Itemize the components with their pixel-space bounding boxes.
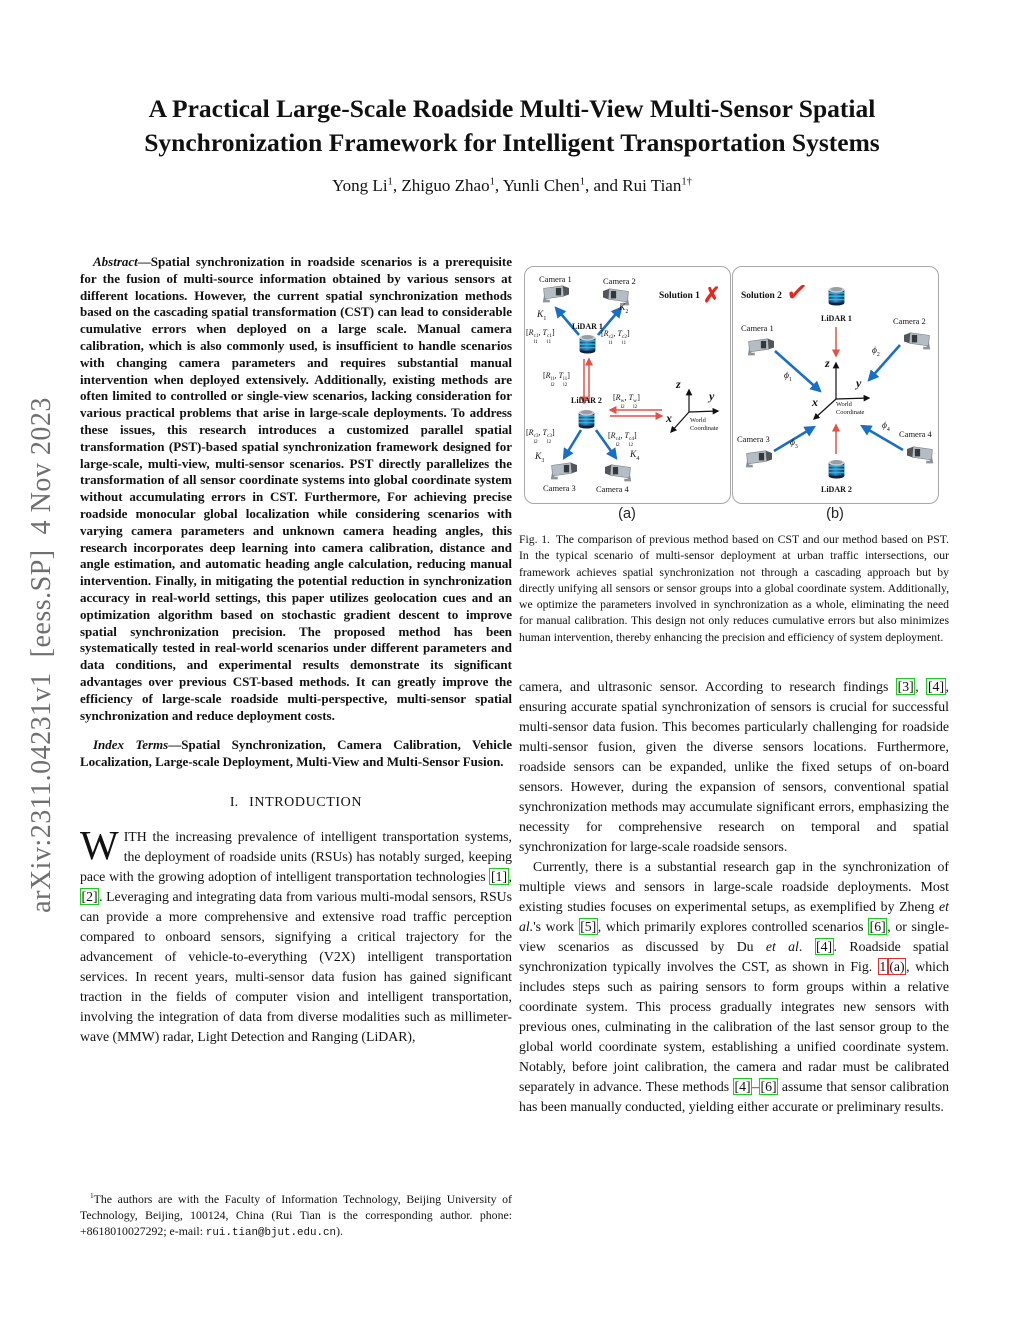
section-heading-introduction xyxy=(80,795,512,811)
k3-label: $K_3$ xyxy=(535,452,545,464)
math-supsub: c2 l1 xyxy=(608,334,614,346)
camera-icon xyxy=(906,445,936,471)
blue-extrinsic-arrows xyxy=(774,345,903,451)
lidar2-label: LiDAR 2 xyxy=(821,485,852,494)
lidar2-label: LiDAR 2 xyxy=(571,396,602,405)
paper-title: A Practical Large-Scale Roadside Multi-View Multi-Sensor Spatial Synchronization Framework for Intelligent Transportation Systems xyxy=(144,94,880,157)
phi3-label: $\phi_3$ xyxy=(790,438,798,450)
citation-link[interactable]: [1] xyxy=(490,868,508,884)
transform-l1-c1-label: [R c1 l1 , T c1 l1 ] xyxy=(526,328,555,345)
axis-y-label: y xyxy=(709,389,715,403)
citation-link[interactable]: [6] xyxy=(760,1079,777,1095)
camera2-label: Camera 2 xyxy=(893,316,926,326)
axis-z-label: z xyxy=(825,356,830,370)
camera2-label: Camera 2 xyxy=(603,276,636,286)
axis-x-label: x xyxy=(812,395,818,409)
citation-link[interactable]: [6] xyxy=(869,919,886,935)
camera1-label: Camera 1 xyxy=(539,274,572,284)
citation-link[interactable]: [4] xyxy=(927,679,945,695)
transform-l2-c3-label: [R c3 l2 , T c3 l2 ] xyxy=(526,428,555,445)
figure-1-caption: Fig. 1. The comparison of previous method based on CST and our method based on PST. In the typical scenario of multi-sensor deployment at urban traffic intersections, our framework achieves spatial synchronization not through a cascading approach but by directly unifying all sensors or sensor groups into a global coordinate system. Additionally, we optimize the parameters involved in synchronization as a whole, eliminating the need for manual calibration. This design not only reduces cumulative errors but also minimizes human intervention, thereby enhancing the precision and efficiency of system deployment. xyxy=(519,533,950,644)
citation-link[interactable]: [2] xyxy=(81,888,98,904)
figure-ref-link[interactable]: (a) xyxy=(889,959,905,975)
math-supsub: l1 l2 xyxy=(550,376,555,388)
figure-ref-link[interactable]: 1 xyxy=(879,959,887,975)
lidar-icon xyxy=(577,406,596,434)
math-supsub: c4 l2 xyxy=(629,436,634,448)
camera-icon xyxy=(540,284,570,310)
lidar1-label: LiDAR 1 xyxy=(572,322,603,331)
k4-label: $K_4$ xyxy=(630,450,640,462)
phi2-label: $\phi_2$ xyxy=(872,346,880,358)
index-terms: Index Terms—Spatial Synchronization, Camera Calibration, Vehicle Localization, Large-scale Deployment, Multi-View and Multi-Sensor Fusion. xyxy=(80,737,512,770)
transform-l2-c4-label: [R c4 l2 , T c4 l2 ] xyxy=(608,431,637,448)
column2-paragraph-2: Currently, there is a substantial research gap in the synchronization of multiple views and sensors in large-scale roadside deployments. Most existing studies focuses on experimental setups, as exemplified by Zheng et al.'s work [5] , which primarily explores controlled scenarios [6] , or single-view scenarios as discussed by Du et al. [4] . Roadside spatial synchronization typically involves the CST, as shown in Fig. 1 (a) , which includes steps such as pairing sensors to form groups within a relative coordinate system. This process gradually integrates new sensors with previous ones, culminating in the calibration of the last sensor group to the global world coordinate system, establishing a unified coordinate system. Notably, before joint calibration, the camera and radar must be calibrated separately in advance. These methods [4] – [6] assume that sensor calibration has been manually conducted, yielding either accurate or preliminary results. xyxy=(519,859,950,1115)
solution2-label: Solution 2 xyxy=(741,291,782,301)
column2-paragraph-1: camera, and ultrasonic sensor. According to research findings [3] , [4] , ensuring accurate spatial synchronization of sensors is crucial for successful multi-sensor data fusion. This becomes particularly challenging for roadside multi-sensor fusion, given the diverse sensors locations. Furthermore, roadside sensors can be expanded, unlike the fixed setups of on-board sensors. However, during the expansion of sensors, conventional spatial synchronization methods may accumulate significant errors, emphasizing the necessity for comprehensive research on temporal and spatial synchronization for large-scale roadside sensors. xyxy=(519,679,949,855)
k2-label: $K_2$ xyxy=(619,303,629,315)
math-supsub: c3 l2 xyxy=(547,433,552,445)
camera1-label: Camera 1 xyxy=(741,323,774,333)
citation-link[interactable]: [3] xyxy=(897,679,914,695)
panel-a-sublabel: (a) xyxy=(618,506,636,522)
transform-l1-c2-label: [R c2 l1 , T c2 l1 ] xyxy=(601,329,630,346)
camera-icon xyxy=(903,331,933,357)
camera3-label: Camera 3 xyxy=(543,483,576,493)
camera4-label: Camera 4 xyxy=(899,429,932,439)
citation-link[interactable]: [5] xyxy=(580,919,597,935)
math-supsub: c4 l2 xyxy=(615,436,621,448)
right-column xyxy=(519,264,949,1117)
figure-panel-a xyxy=(524,266,731,504)
citation-link[interactable]: [4] xyxy=(734,1079,751,1095)
x-mark-icon: ✗ xyxy=(703,283,721,307)
arxiv-banner: arXiv:2311.04231v1 [eess.SP] 4 Nov 2023 xyxy=(26,397,57,913)
math-supsub: l1 l2 xyxy=(563,376,568,388)
transform-l2-l1-label: [R l1 l2 , T l1 l2 ] xyxy=(543,371,570,388)
math-supsub: c3 l2 xyxy=(533,433,539,445)
math-supsub: w l2 xyxy=(620,398,625,410)
camera4-label: Camera 4 xyxy=(596,484,629,494)
k1-label: $K_1$ xyxy=(537,310,547,322)
camera3-label: Camera 3 xyxy=(737,434,770,444)
axis-x-label: x xyxy=(666,411,672,425)
camera-icon xyxy=(745,337,775,363)
authors-line: Yong Li$^1$, Zhiguo Zhao$^1$, Yunli Chen$^1$, and Rui Tian$^{1\dagger}$ xyxy=(332,176,692,195)
section-number: I. xyxy=(229,794,239,810)
transform-l2-world-label: [R w l2 , T w l2 ] xyxy=(613,393,640,410)
intro-paragraph: WITH the increasing prevalence of intelligent transportation systems, the deployment of roadside units (RSUs) has notably surged, keeping pace with the growing adoption of intelligent transportation technologies [1] , [2] . Leveraging and integrating data from various multi-modal sensors, RSUs can provide a more comprehensive and extensive road traffic perception compared to onboard sensors, signifying a critical trajectory for the advancement of vehicle-to-everything (V2X) intelligent transportation services. In recent years, multi-sensor data fusion has gained significant traction in the fields of computer vision and intelligent transportation, involving the integration of data from diverse modalities such as millimeter-wave (MMW) radar, Light Detection and Ranging (LiDAR), xyxy=(80,821,512,1044)
citation-link[interactable]: [4] xyxy=(816,939,833,955)
solution1-label: Solution 1 xyxy=(659,291,700,301)
lidar-icon xyxy=(827,283,846,311)
abstract: Abstract—Spatial synchronization in roadside scenarios is a prerequisite for the fusion of multi-source information obtained by various sensors at different locations. However, the current spatial synchronization methods based on the cascading spatial transformation (CST) can lead to considerable cumulative errors when deployed on a large scale. Manual camera calibration, which is also commonly used, is insufficient to handle scenarios with changing camera parameters and requires substantial manual intervention when deployed extensively. Additionally, existing methods are often limited to controlled or single-view scenarios, lacking consideration for various practical problems that arise in large-scale deployments. To address these issues, this research introduces a customized parallel spatial transformation (PST)-based spatial synchronization framework designed for large-scale, multi-view, multi-sensor scenarios. PST directly parallelizes the transformation of all sensor coordinate systems into global coordinate system without accumulating errors in CST. Furthermore, For achieving precise roadside monocular global localization while considering scenarios with varying camera parameters and unknown camera heading angles, this research incorporates deep learning into camera calibration, distance and angle estimation, and automatic heading angle calculation, reducing manual intervention. Finally, in mitigating the potential reduction in synchronization accuracy in real-world settings, this paper utilizes geolocation cues and an optimization algorithm based on stochastic gradient descent to improve spatial synchronization precision. The proposed method has been systematically tested in real-world scenarios under different parameters and data conditions, and experimental results demonstrate its significant advantages over previous CST-based methods. It can greatly improve the efficiency of large-scale roadside multi-perspective, multi-sensor spatial synchronization and reduce deployment costs. xyxy=(80,254,512,723)
lidar-icon xyxy=(578,331,597,359)
section-title: INTRODUCTION xyxy=(249,794,363,810)
camera-icon xyxy=(743,449,773,475)
world-coordinate-label: World Coordinate xyxy=(836,401,865,416)
figure-panel-b xyxy=(732,266,939,504)
phi1-label: $\phi_1$ xyxy=(784,371,792,383)
lidar1-label: LiDAR 1 xyxy=(821,314,852,323)
math-supsub: c2 l1 xyxy=(622,334,627,346)
axis-y-label: y xyxy=(856,376,862,390)
world-coordinate-label: World Coordinate xyxy=(690,417,719,432)
lidar-icon xyxy=(827,456,846,484)
math-supsub: c1 l1 xyxy=(547,333,552,345)
left-column xyxy=(80,254,512,1047)
panel-b-sublabel: (b) xyxy=(826,506,844,522)
author-footnote: $^1$The authors are with the Faculty of Information Technology, Beijing University of Technology, Beijing, 100124, China (Rui Tian is the corresponding author. phone: +8618010027292; e-mail: rui.tian@bjut.edu.cn). xyxy=(80,1191,512,1239)
figure-1 xyxy=(519,264,949,526)
math-supsub: w l2 xyxy=(633,398,638,410)
phi4-label: $\phi_4$ xyxy=(882,421,890,433)
check-mark-icon: ✓ xyxy=(784,276,810,309)
axis-z-label: z xyxy=(676,377,681,391)
math-supsub: c1 l1 xyxy=(533,333,539,345)
